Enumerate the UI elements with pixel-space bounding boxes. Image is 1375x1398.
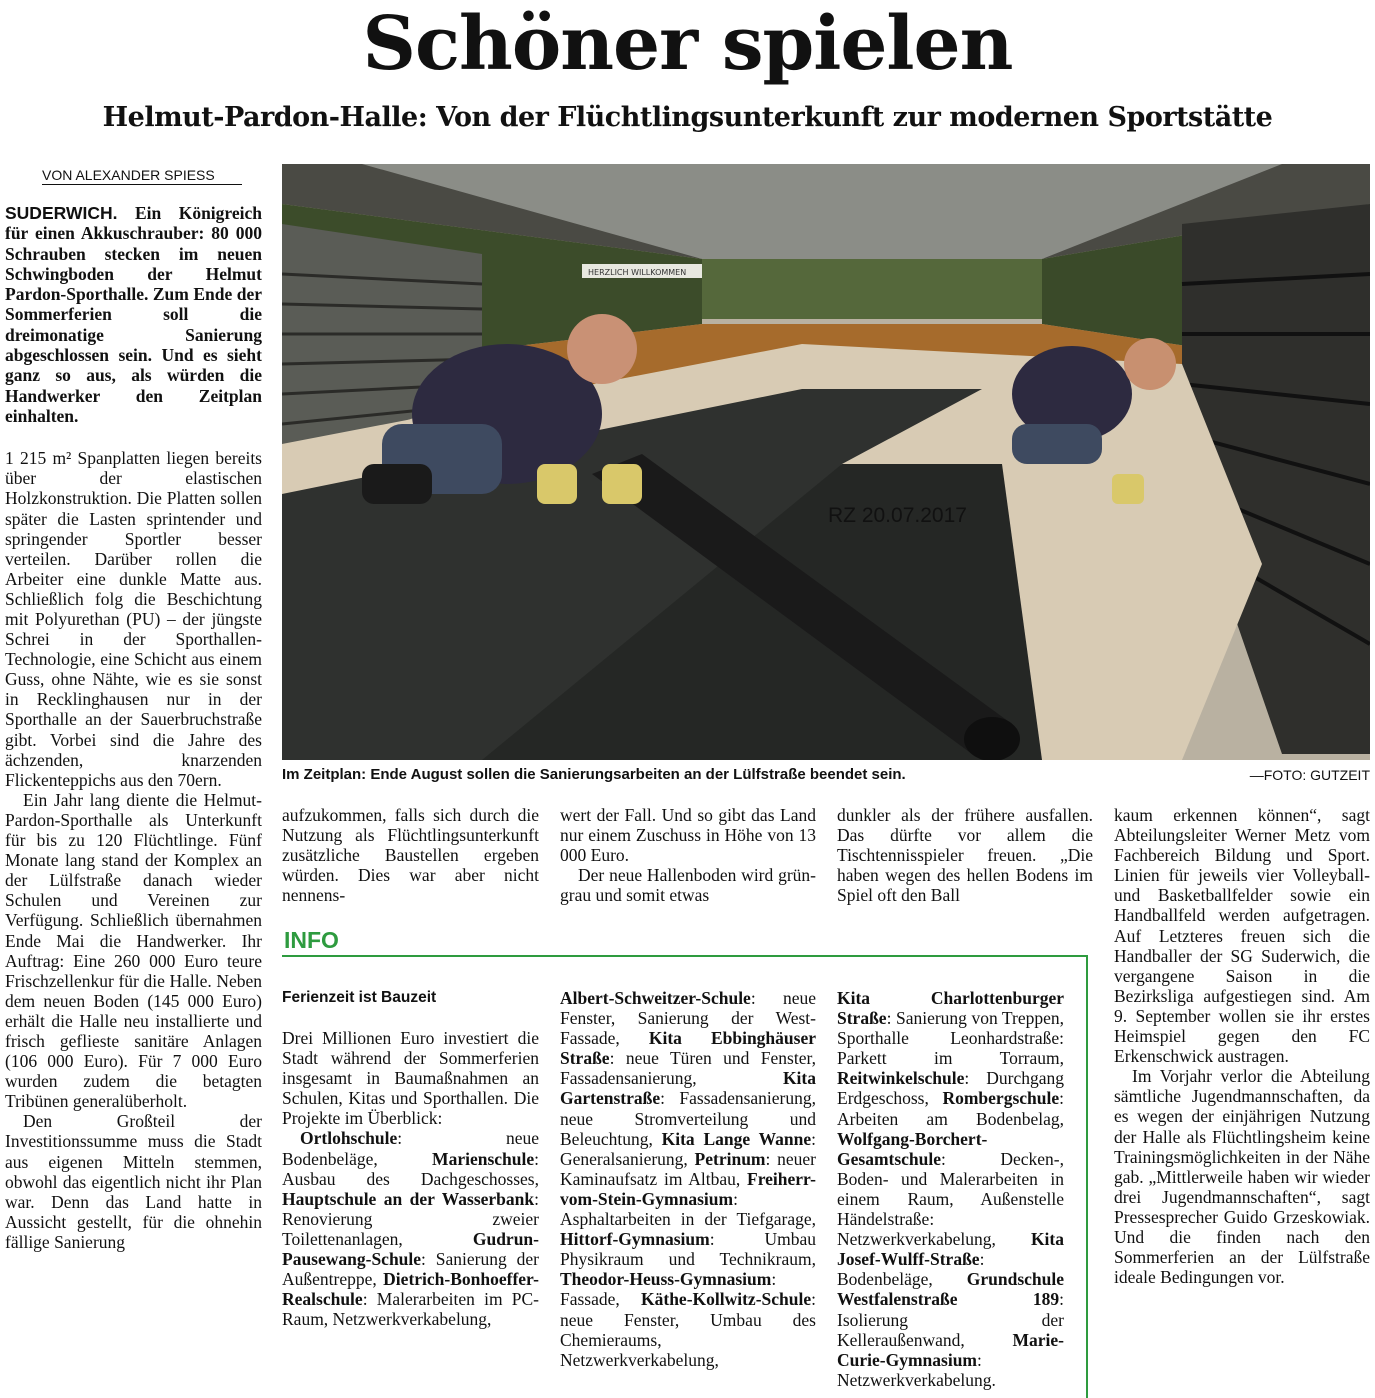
info-item-name: Kita Charlottenburger Straße [837,988,1064,1029]
info-intro: Drei Millionen Euro investiert die Stadt während der Sommerferien insgesamt in Baumaßnahmen an Schulen, Kitas und Sporthallen. Die Projekte im Überblick: [282,1028,539,1129]
info-item-name: Marie-Curie-Gymnasium [837,1329,1064,1370]
info-item-name: Freiherr-vom-Stein-Gymnasium [560,1168,816,1209]
body-c5b: Im Vorjahr verlor die Abteilung sämtliche Jugendmannschaften, da es wegen der einjährigen Nutzung der Halle als Flüchtlingsheim keine Trainingsmöglichkeiten in der Nähe gab. „Mittlerweile haben wir wieder drei Jugendmannschaften“, sagt Pressesprecher Guido Grzeskowiak. Und die finden nach den Sommerferien an der Lülfstraße ideale Bedingungen vor. [1114,1066,1370,1288]
body-paragraph-1: 1 215 m² Spanplatten liegen bereits über der elastischen Holzkonstruktion. Die Platten sollen später die Lasten sprintender und springender Sportler besser verteilen. Darüber rollen die Arbeiter eine dunkle Matte aus. Schließlich folg die Beschichtung mit Polyurethan (PU) – der jüngste Schrei in der Sporthallen-Technologie, eine Schicht aus einem Guss, ohne Nähte, wie es sie sonst in Recklinghausen nur in der Sporthalle an der Sauerbruchstraße gibt. Vorbei sind die Jahre des ächzenden, knarzenden Flickenteppichs aus den 70ern. [5,448,262,790]
info-item-text: : Sanierung der Außentreppe, [282,1249,539,1290]
body-c5a: kaum erkennen können“, sagt Abteilungsleiter Werner Metz vom Fachbereich Bildung und Sport. Linien für jeweils vier Volleyball- und Basketballfelder sowie ein Handballfeld werden aufgetragen. Auf Letzteres freuen sich die Handballer der SG Suderwich, die vergangene Saison in die Bezirksliga aufgestiegen sind. Am 9. September wollen sie ihr erstes Heimspiel gegen den FC Erkenschwick austragen. [1114,805,1370,1067]
article-column-4 [837,805,1093,905]
lead-paragraph [5,203,262,426]
article-column-1 [5,203,262,1252]
info-column-1 [282,988,539,1329]
info-list-1 [282,1128,539,1329]
info-list-2 [560,988,816,1370]
body-c3a: wert der Fall. Und so gibt das Land nur einem Zuschuss in Höhe von 13 000 Euro. [560,805,816,866]
info-item-text: : Umbau Physikraum und Technikraum, [560,1229,816,1270]
info-item-name: Dietrich-Bonhoeffer-Realschule [282,1269,539,1310]
info-item-name: Kita Gartenstraße [560,1068,816,1109]
dateline: SUDERWICH. [5,203,118,223]
info-column-2 [560,988,816,1370]
photo-caption: Im Zeitplan: Ende August sollen die Sanierungsarbeiten an der Lülfstraße beendet sein. [282,766,906,783]
date-stamp: RZ 20.07.2017 [828,504,967,527]
info-item-name: Kita Josef-Wulff-Straße [837,1229,1064,1270]
sports-hall-photo [282,164,1370,760]
info-item-name: Gudrun-Pausewang-Schule [282,1228,539,1270]
info-item-text: : Generalsanierung, [560,1128,816,1169]
banner-text: HERZLICH WILLKOMMEN [588,268,687,277]
info-item-text: : Fassade, [560,1269,777,1310]
info-item-text: : Malerarbeiten im PC-Raum, Netzwerkverkabelung, [282,1289,539,1330]
info-item-text: : Bodenbeläge, [837,1249,985,1290]
info-item-text: : Durchgang Erdgeschoss, [837,1068,1064,1109]
info-item-text: : Decken-, Boden- und Malerarbeiten in einem Raum, Außenstelle Händelstraße: Netzwerkverkabelung, [837,1148,1064,1250]
info-column-3 [837,988,1064,1390]
info-item-name: Grundschule Westfalenstraße 189 [837,1269,1064,1310]
info-item-name: Albert-Schweitzer-Schule [560,988,751,1008]
info-label: INFO [284,927,339,953]
headline: Schöner spielen [362,1,1013,87]
subheadline: Helmut-Pardon-Halle: Von der Flüchtlingsunterkunft zur modernen Sportstätte [102,102,1273,133]
info-title: Ferienzeit ist Bauzeit [282,989,437,1006]
article-photo [282,164,1370,760]
info-item-name: Hittorf-Gymnasium [560,1229,710,1250]
body-c3b: Der neue Hallenboden wird grün-grau und somit etwas [560,865,816,906]
info-item-text: : Arbeiten am Bodenbelag, [837,1088,1064,1129]
body-c2: aufzukommen, falls sich durch die Nutzung als Flüchtlingsunterkunft zusätzliche Baustellen ergeben würden. Dies war aber nicht nennens- [282,805,539,906]
info-item-text: : Isolierung der Kelleraußenwand, [837,1289,1064,1350]
body-c4: dunkler als der frühere ausfallen. Das dürfte vor allem die Tischtennisspieler freuen. „Die haben wegen des hellen Bodens im Spiel oft den Ball [837,805,1093,906]
info-item-name: Kita Lange Wanne [661,1128,812,1149]
info-item-name: Hauptschule an der Wasserbank [282,1188,535,1209]
lead-text: Ein Königreich für einen Akkuschrauber: 80 000 Schrauben stecken im neuen Schwingboden der Helmut Pardon-Sporthalle. Zum Ende der Sommerferien soll die dreimonatige Sanierung abgeschlossen sein. Und es sieht ganz so aus, als würden die Handwerker den Zeitplan einhalten. [5,203,262,426]
info-item-text: : neue Fenster, Sanierung der West-Fassade, [560,988,816,1049]
info-list-3 [837,988,1064,1390]
byline: VON ALEXANDER SPIESS [42,166,242,185]
info-item-name: Marienschule [432,1148,535,1169]
info-item-text: : Fassadensanierung, neue Stromverteilung und Beleuchtung, [560,1088,816,1149]
info-item-text: : neue Türen und Fenster, Fassadensanierung, [560,1048,816,1089]
info-rule [282,955,1088,957]
info-item-name: Petrinum [694,1148,766,1169]
info-item-name: Theodor-Heuss-Gymnasium [560,1269,772,1290]
info-item-name: Wolfgang-Borchert-Gesamtschule [837,1128,988,1169]
article-column-2 [282,805,539,905]
info-item-text: : neuer Kaminaufsatz im Altbau, [560,1148,816,1189]
photo-credit: —FOTO: GUTZEIT [1249,767,1370,783]
info-item-text: : neue Bodenbeläge, [282,1128,539,1169]
body-paragraph-2: Ein Jahr lang diente die Helmut-Pardon-Sporthalle als Unterkunft für bis zu 120 Flüchtlinge. Fünf Monate lang stand der Komplex an der Lülfstraße danach wieder Schulen und Vereinen zur Verfügung. Schließlich übernahmen Ende Mai die Handwerker. Ihr Auftrag: Eine 260 000 Euro teure Frischzellenkur für die Halle. Neben dem neuen Boden (145 000 Euro) erhält die Halle neu installierte und frisch geflieste sanitäre Anlagen (106 000 Euro). Für 7 000 Euro wurden zudem die betagten Tribünen generalüberholt. [5,789,262,1112]
article-column-5 [1114,805,1370,1287]
info-item-text: : Renovierung zweier Toilettenanlagen, [282,1188,539,1249]
info-item-name: Kita Ebbinghäuser Straße [560,1028,816,1069]
info-vertical-rule [1086,955,1088,1398]
info-item-text: : Sanierung von Treppen, Sporthalle Leonhardstraße: Parkett im Torraum, [837,1008,1064,1069]
info-item-name: Ortlohschule [300,1128,398,1149]
info-item-name: Käthe-Kollwitz-Schule [641,1289,812,1310]
info-item-name: Rombergschule [942,1088,1060,1109]
info-item-text: : Ausbau des Dachgeschosses, [282,1148,539,1189]
info-item-text: : Asphaltarbeiten in der Tiefgarage, [560,1188,816,1230]
article-column-3 [560,805,816,905]
info-item-name: Reitwinkelschule [837,1068,965,1089]
body-paragraph-3: Den Großteil der Investitionssumme muss die Stadt aus eigenen Mitteln stemmen, obwohl das eigentlich nicht ihr Plan war. Denn das Land hatte in Aussicht gestellt, für die ohnehin fällige Sanierung [5,1111,262,1252]
info-item-text: : neue Fenster, Umbau des Chemieraums, Netzwerkverkabelung, [560,1289,816,1370]
info-item-text: : Netzwerkverkabelung. [837,1349,996,1390]
